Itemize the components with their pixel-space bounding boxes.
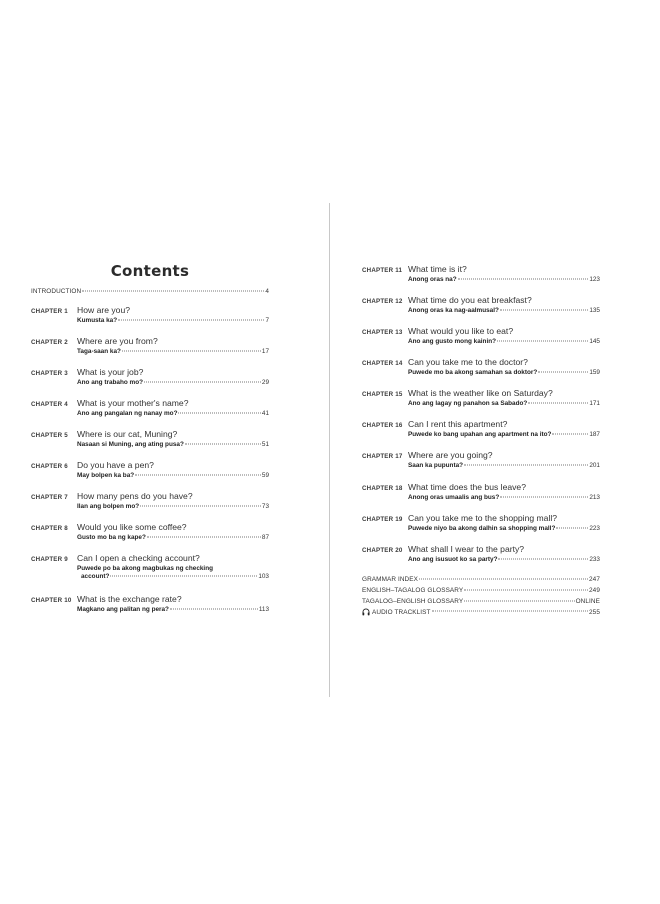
chapter-title-tagalog: Gusto mo ba ng kape?: [77, 534, 146, 541]
chapter-title-tagalog: Anong oras na?: [408, 276, 457, 283]
chapter-page: 17: [261, 348, 269, 355]
chapter-title-tagalog: Anong oras umaalis ang bus?: [408, 494, 500, 501]
chapter-title-english: What would you like to eat?: [408, 326, 514, 336]
chapter-label: CHAPTER 19: [362, 516, 403, 523]
chapter-title-tagalog: account?: [81, 573, 110, 580]
back-matter-page: 249: [589, 587, 600, 594]
chapter-title-tagalog: Ano ang lagay ng panahon sa Sabado?: [408, 400, 528, 407]
chapter-title-english: How many pens do you have?: [77, 491, 193, 501]
toc-chapter-16-body[interactable]: [408, 419, 600, 438]
chapter-page: 7: [265, 317, 269, 324]
toc-chapter-18-body[interactable]: [408, 482, 600, 501]
chapter-label: CHAPTER 2: [31, 339, 68, 346]
chapter-label: CHAPTER 10: [31, 597, 72, 604]
chapter-label: CHAPTER 20: [362, 547, 403, 554]
back-matter-label: GRAMMAR INDEX: [362, 576, 418, 583]
dot-leader: [118, 320, 264, 321]
toc-chapter-16[interactable]: [362, 420, 403, 429]
chapter-label: CHAPTER 18: [362, 485, 403, 492]
dot-leader: [464, 465, 588, 466]
chapter-title-english: What time is it?: [408, 264, 467, 274]
chapter-page: 159: [589, 369, 600, 376]
chapter-title-english: How are you?: [77, 305, 131, 315]
chapter-label: CHAPTER 9: [31, 556, 68, 563]
dot-leader: [458, 279, 589, 280]
back-matter-page: 247: [589, 576, 600, 583]
chapter-title-tagalog: Ano ang isusuot ko sa party?: [408, 556, 498, 563]
toc-chapter-4-body[interactable]: [77, 398, 269, 417]
toc-chapter-10-body[interactable]: [77, 594, 269, 613]
chapter-title-english: Where are you from?: [77, 336, 158, 346]
dot-leader: [110, 576, 257, 577]
chapter-title-tagalog: Taga-saan ka?: [77, 348, 121, 355]
dot-leader: [140, 506, 261, 507]
toc-chapter-15[interactable]: [362, 389, 403, 398]
chapter-title-english: What time does the bus leave?: [408, 482, 526, 492]
dot-leader: [185, 444, 261, 445]
chapter-page: 59: [261, 472, 269, 479]
chapter-page: 223: [589, 525, 600, 532]
chapter-label: CHAPTER 4: [31, 401, 68, 408]
toc-chapter-6-body[interactable]: [77, 460, 269, 479]
toc-chapter-2[interactable]: [31, 337, 68, 346]
toc-chapter-15-body[interactable]: [408, 388, 600, 407]
toc-chapter-20[interactable]: [362, 545, 403, 554]
toc-chapter-6[interactable]: [31, 461, 68, 470]
toc-chapter-4[interactable]: [31, 399, 68, 408]
toc-chapter-1[interactable]: [31, 306, 68, 315]
toc-chapter-19[interactable]: [362, 514, 403, 523]
chapter-title-tagalog: Kumusta ka?: [77, 317, 118, 324]
toc-grammar-index[interactable]: [362, 576, 600, 583]
introduction-label: INTRODUCTION: [31, 288, 82, 295]
chapter-title-english: What is your job?: [77, 367, 144, 377]
toc-chapter-9[interactable]: [31, 554, 68, 563]
chapter-title-english: Can you take me to the shopping mall?: [408, 513, 558, 523]
dot-leader: [82, 291, 264, 292]
chapter-title-tagalog: Puwede niyo ba akong dalhin sa shopping mall?: [408, 525, 556, 532]
dot-leader: [500, 310, 588, 311]
dot-leader: [464, 590, 588, 591]
dot-leader: [122, 351, 261, 352]
toc-chapter-18[interactable]: [362, 483, 403, 492]
dot-leader: [147, 537, 261, 538]
chapter-page: 135: [589, 307, 600, 314]
chapter-title-tagalog: Ano ang gusto mong kainin?: [408, 338, 497, 345]
chapter-title-english: What is the weather like on Saturday?: [408, 388, 553, 398]
toc-chapter-12[interactable]: [362, 296, 403, 305]
chapter-page: 187: [589, 431, 600, 438]
back-matter-page: 255: [589, 608, 600, 616]
toc-chapter-13[interactable]: [362, 327, 403, 336]
dot-leader: [497, 341, 588, 342]
chapter-page: 213: [589, 494, 600, 501]
chapter-title-english: What is your mother's name?: [77, 398, 189, 408]
back-matter-label: AUDIO TRACKLIST: [372, 608, 431, 616]
chapter-title-tagalog: Ano ang pangalan ng nanay mo?: [77, 410, 178, 417]
page-title: Contents: [110, 262, 190, 280]
dot-leader: [464, 601, 574, 602]
chapter-title-english: Can I open a checking account?: [77, 553, 200, 563]
toc-chapter-14[interactable]: [362, 358, 403, 367]
chapter-page: 41: [261, 410, 269, 417]
chapter-title-english: Do you have a pen?: [77, 460, 154, 470]
chapter-title-tagalog: May bolpen ka ba?: [77, 472, 135, 479]
chapter-label: CHAPTER 16: [362, 422, 403, 429]
toc-chapter-9-body[interactable]: [77, 553, 269, 580]
chapter-title-tagalog: Magkano ang palitan ng pera?: [77, 606, 169, 613]
chapter-title-tagalog: Puwede ko bang upahan ang apartment na ito?: [408, 431, 552, 438]
chapter-page: 113: [258, 606, 269, 613]
toc-chapter-8[interactable]: [31, 523, 68, 532]
chapter-label: CHAPTER 15: [362, 391, 403, 398]
toc-chapter-5[interactable]: [31, 430, 68, 439]
toc-introduction[interactable]: [31, 288, 269, 295]
chapter-label: CHAPTER 8: [31, 525, 68, 532]
chapter-label: CHAPTER 1: [31, 308, 68, 315]
toc-chapter-17[interactable]: [362, 451, 403, 460]
chapter-label: CHAPTER 12: [362, 298, 403, 305]
toc-chapter-3-body[interactable]: [77, 367, 269, 386]
toc-chapter-7[interactable]: [31, 492, 68, 501]
dot-leader: [498, 559, 588, 560]
toc-english-tagalog-glossary[interactable]: [362, 587, 600, 594]
chapter-title-english: What time do you eat breakfast?: [408, 295, 532, 305]
toc-chapter-1-body[interactable]: [77, 305, 269, 324]
toc-chapter-17-body[interactable]: [408, 450, 600, 469]
toc-chapter-11-body[interactable]: [408, 264, 600, 283]
toc-chapter-20-body[interactable]: [408, 544, 600, 563]
back-matter-label: TAGALOG–ENGLISH GLOSSARY: [362, 598, 464, 605]
chapter-title-english: Would you like some coffee?: [77, 522, 187, 532]
chapter-label: CHAPTER 11: [362, 267, 403, 274]
chapter-title-tagalog: Saan ka pupunta?: [408, 462, 464, 469]
toc-audio-tracklist[interactable]: [362, 608, 600, 616]
chapter-page: 171: [589, 400, 600, 407]
chapter-page: 87: [261, 534, 269, 541]
back-matter-label: ENGLISH–TAGALOG GLOSSARY: [362, 587, 464, 594]
dot-leader: [178, 413, 260, 414]
chapter-title-tagalog: Ano ang trabaho mo?: [77, 379, 144, 386]
chapter-page: 123: [589, 276, 600, 283]
toc-chapter-12-body[interactable]: [408, 295, 600, 314]
chapter-title-english: Where is our cat, Muning?: [77, 429, 178, 439]
dot-leader: [528, 403, 588, 404]
chapter-page: 51: [261, 441, 269, 448]
chapter-title-tagalog: Anong oras ka nag-aalmusal?: [408, 307, 499, 314]
toc-chapter-11[interactable]: [362, 265, 402, 274]
chapter-title-tagalog: Nasaan si Muning, ang ating pusa?: [77, 441, 184, 448]
chapter-title-tagalog: Puwede mo ba akong samahan sa doktor?: [408, 369, 538, 376]
dot-leader: [538, 372, 588, 373]
dot-leader: [556, 528, 588, 529]
chapter-title-english: What shall I wear to the party?: [408, 544, 525, 554]
toc-chapter-19-body[interactable]: [408, 513, 600, 532]
chapter-title-english: Can you take me to the doctor?: [408, 357, 528, 367]
headphones-icon: [362, 608, 370, 616]
page-gutter-divider: [329, 203, 330, 697]
back-matter-page: ONLINE: [575, 598, 600, 605]
chapter-page: 233: [589, 556, 600, 563]
chapter-label: CHAPTER 7: [31, 494, 68, 501]
dot-leader: [170, 609, 258, 610]
chapter-title-english: Where are you going?: [408, 450, 493, 460]
dot-leader: [419, 579, 588, 580]
chapter-title-tagalog-line1: Puwede po ba akong magbukas ng checking: [77, 565, 214, 572]
dot-leader: [500, 497, 588, 498]
toc-tagalog-english-glossary[interactable]: [362, 598, 600, 605]
toc-chapter-7-body[interactable]: [77, 491, 269, 510]
toc-chapter-10[interactable]: [31, 595, 72, 604]
dot-leader: [144, 382, 261, 383]
chapter-title-english: What is the exchange rate?: [77, 594, 182, 604]
toc-chapter-8-body[interactable]: [77, 522, 269, 541]
chapter-label: CHAPTER 14: [362, 360, 403, 367]
chapter-label: CHAPTER 6: [31, 463, 68, 470]
chapter-page: 29: [261, 379, 269, 386]
chapter-page: 145: [589, 338, 600, 345]
chapter-page: 103: [258, 573, 269, 580]
chapter-label: CHAPTER 3: [31, 370, 68, 377]
toc-chapter-13-body[interactable]: [408, 326, 600, 345]
chapter-page: 73: [261, 503, 269, 510]
dot-leader: [552, 434, 588, 435]
introduction-page: 4: [265, 288, 269, 295]
toc-chapter-14-body[interactable]: [408, 357, 600, 376]
chapter-label: CHAPTER 13: [362, 329, 403, 336]
chapter-title-english: Can I rent this apartment?: [408, 419, 508, 429]
dot-leader: [135, 475, 261, 476]
toc-chapter-3[interactable]: [31, 368, 68, 377]
chapter-label: CHAPTER 5: [31, 432, 68, 439]
chapter-page: 201: [589, 462, 600, 469]
chapter-label: CHAPTER 17: [362, 453, 403, 460]
toc-chapter-2-body[interactable]: [77, 336, 269, 355]
chapter-title-tagalog: Ilan ang bolpen mo?: [77, 503, 140, 510]
dot-leader: [432, 610, 588, 611]
toc-chapter-5-body[interactable]: [77, 429, 269, 448]
